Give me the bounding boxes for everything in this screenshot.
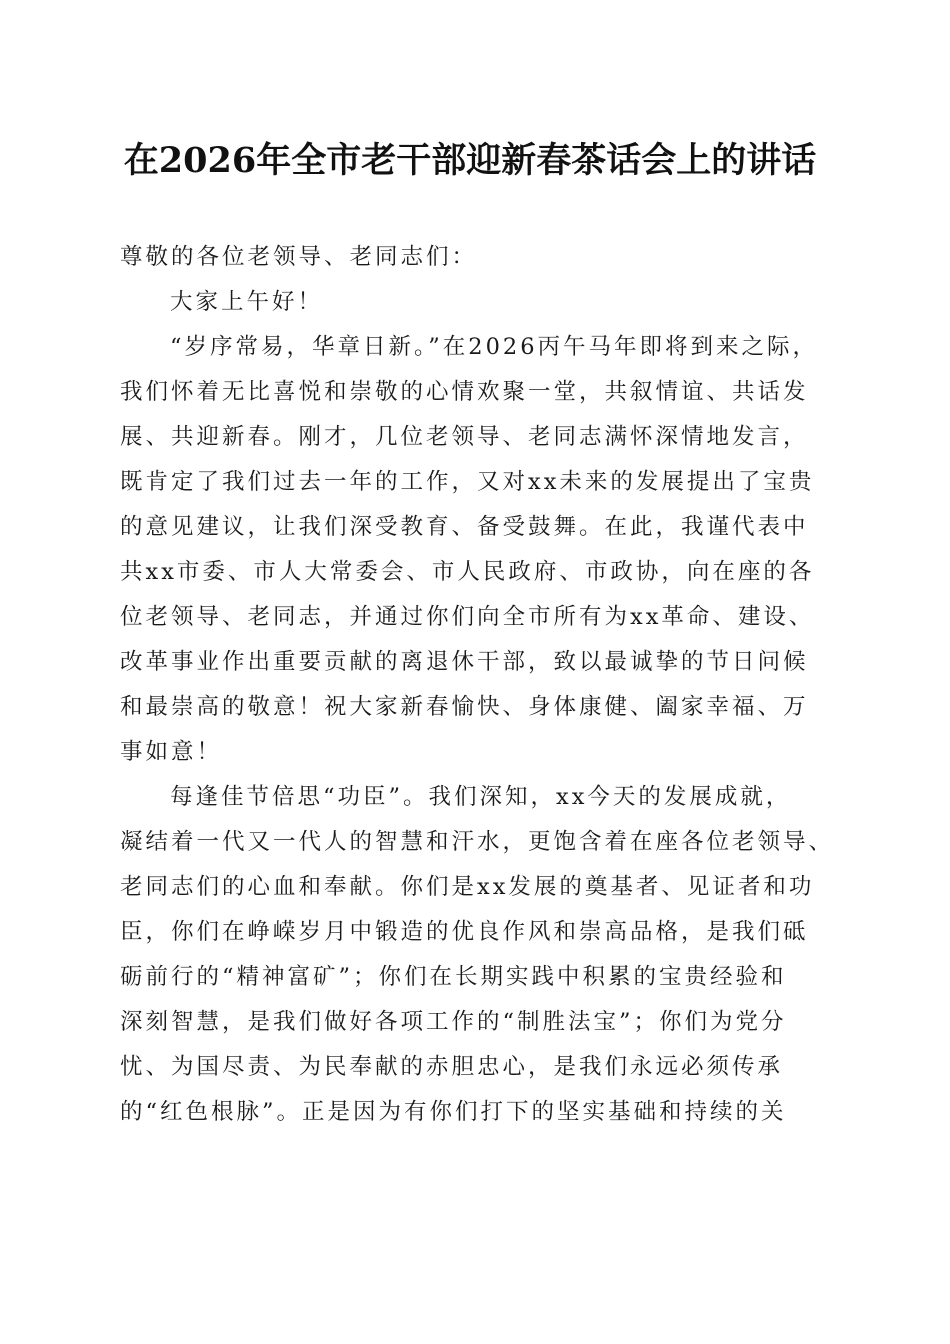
paragraph-1-line: 既肯定了我们过去一年的工作，又对xx未来的发展提出了宝贵 (120, 469, 815, 495)
paragraph-1-line: 展、共迎新春。刚才，几位老领导、老同志满怀深情地发言， (120, 424, 809, 450)
paragraph-2 (120, 775, 840, 1135)
paragraph-2-line: 的“红色根脉”。正是因为有你们打下的坚实基础和持续的关 (120, 1099, 787, 1125)
paragraph-1-line: 共xx市委、市人大常委会、市人民政府、市政协，向在座的各 (120, 559, 815, 585)
greeting: 大家上午好！ (170, 289, 324, 315)
paragraph-2-line: 深刻智慧，是我们做好各项工作的“制胜法宝”；你们为党分 (120, 1009, 787, 1035)
document-title: 在2026年全市老干部迎新春茶话会上的讲话 (123, 140, 817, 181)
paragraph-2-line: 每逢佳节倍思“功臣”。我们深知，xx今天的发展成就， (170, 784, 792, 810)
paragraph-1-line: 事如意！ (120, 739, 223, 765)
document-body (120, 235, 840, 1135)
paragraph-1-line: 和最崇高的敬意！祝大家新春愉快、身体康健、阖家幸福、万 (120, 694, 809, 720)
paragraph-1-line: “岁序常易，华章日新。”在2026丙午马年即将到来之际， (170, 334, 819, 360)
paragraph-1-line: 的意见建议，让我们深受教育、备受鼓舞。在此，我谨代表中 (120, 514, 809, 540)
paragraph-2-line: 老同志们的心血和奉献。你们是xx发展的奠基者、见证者和功 (120, 874, 815, 900)
salutation: 尊敬的各位老领导、老同志们： (120, 244, 478, 270)
paragraph-1 (120, 325, 840, 775)
paragraph-2-line: 凝结着一代又一代人的智慧和汗水，更饱含着在座各位老领导、 (120, 829, 835, 855)
paragraph-2-line: 忧、为国尽责、为民奉献的赤胆忠心，是我们永远必须传承 (120, 1054, 784, 1080)
paragraph-2-line: 砺前行的“精神富矿”；你们在长期实践中积累的宝贵经验和 (120, 964, 787, 990)
paragraph-1-line: 改革事业作出重要贡献的离退休干部，致以最诚挚的节日问候 (120, 649, 809, 675)
paragraph-1-line: 位老领导、老同志，并通过你们向全市所有为xx革命、建设、 (120, 604, 815, 630)
paragraph-2-line: 臣，你们在峥嵘岁月中锻造的优良作风和崇高品格，是我们砥 (120, 919, 809, 945)
paragraph-1-line: 我们怀着无比喜悦和崇敬的心情欢聚一堂，共叙情谊、共话发 (120, 379, 809, 405)
